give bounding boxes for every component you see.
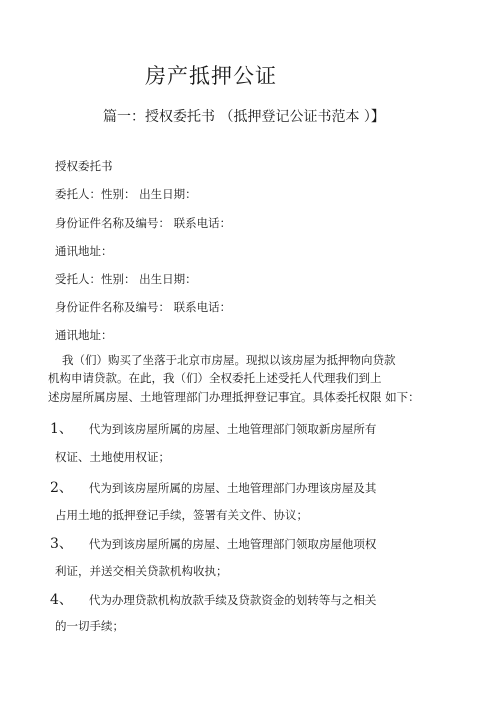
letter-heading: 授权委托书 xyxy=(55,159,113,173)
paragraph-line: 述房屋所属房屋、土地管理部门办理抵押登记事宜。具体委托权限 如下： xyxy=(48,390,420,404)
item-text: 代为到该房屋所属的房屋、土地管理部门领取房屋他项权 xyxy=(88,537,377,551)
authority-item-1 xyxy=(50,418,376,438)
principal-address: 通讯地址： xyxy=(55,244,113,258)
item-continuation: 权证、土地使用权证； xyxy=(55,450,170,464)
item-number: 1、 xyxy=(50,421,73,437)
paragraph-line: 我（们）购买了坐落于北京市房屋。现拟以该房屋为抵押物向贷款 xyxy=(62,353,396,367)
document-title: 房产抵押公证 xyxy=(145,64,277,88)
authority-item-2 xyxy=(50,477,376,497)
principal-gender-birth: 委托人：性别： 出生日期： xyxy=(55,187,197,201)
item-continuation: 利证，并送交相关贷款机构收执； xyxy=(55,564,228,578)
paragraph-line: 机构申请贷款。在此，我（们）全权委托上述受托人代理我们到上 xyxy=(48,371,382,385)
item-number: 4、 xyxy=(50,592,73,608)
item-text: 代为到该房屋所属的房屋、土地管理部门领取新房屋所有 xyxy=(88,422,377,436)
item-continuation: 的一切手续； xyxy=(55,619,124,633)
authority-item-4 xyxy=(50,589,376,609)
item-text: 代为到该房屋所属的房屋、土地管理部门办理该房屋及其 xyxy=(88,481,377,495)
agent-address: 通讯地址： xyxy=(55,328,113,342)
agent-gender-birth: 受托人：性别： 出生日期： xyxy=(55,272,197,286)
item-text: 代为办理贷款机构放款手续及贷款资金的划转等与之相关 xyxy=(88,593,377,607)
item-continuation: 占用土地的抵押登记手续，签署有关文件、协议； xyxy=(55,508,308,522)
authority-item-3 xyxy=(50,533,376,553)
document-subtitle: 篇一：授权委托书 （抵押登记公证书范本 ）】 xyxy=(103,109,385,125)
item-number: 3、 xyxy=(50,536,73,552)
item-number: 2、 xyxy=(50,480,73,496)
principal-id-phone: 身份证件名称及编号： 联系电话： xyxy=(55,216,232,230)
agent-id-phone: 身份证件名称及编号： 联系电话： xyxy=(55,300,232,314)
